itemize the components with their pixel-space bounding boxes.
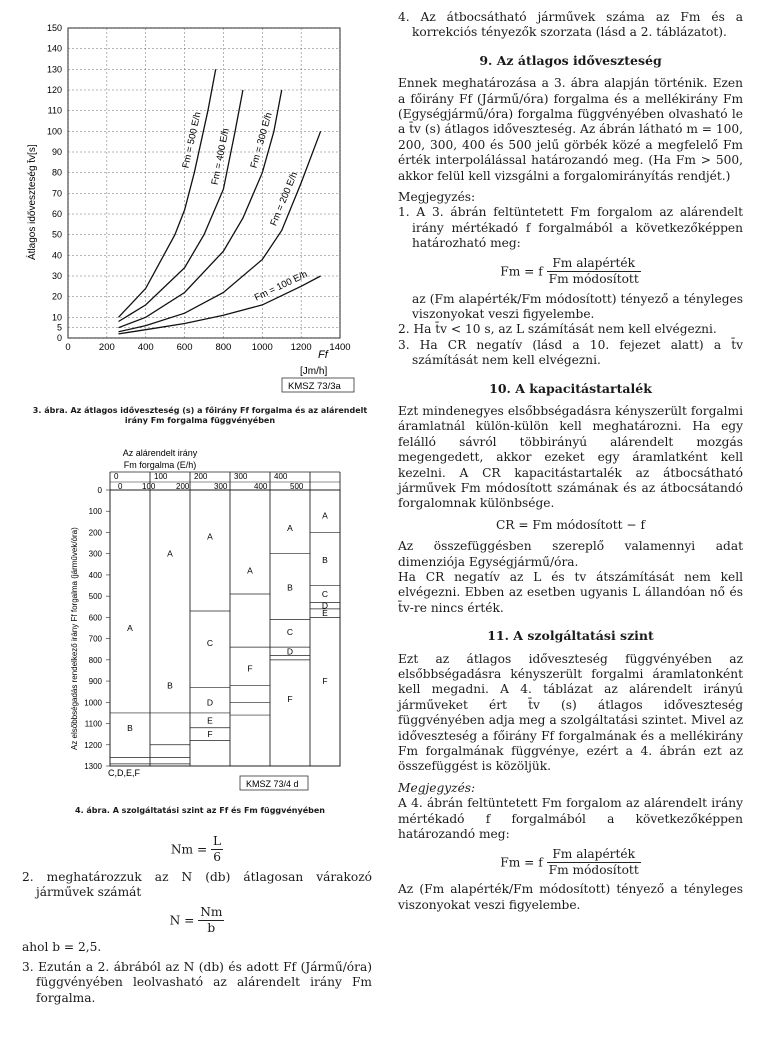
- fig4-zone-letter: A: [322, 510, 328, 521]
- fig4-ytick-label: 700: [88, 634, 102, 644]
- fig3-xtick-label: 1000: [251, 342, 273, 353]
- fig3-xtick-label: 1200: [290, 342, 312, 353]
- fig3-ytick-label: 140: [46, 43, 62, 54]
- fig4-zone-letter: F: [322, 676, 328, 687]
- fig3-ytick-label: 20: [51, 291, 62, 302]
- fig4-zone-letter: F: [287, 694, 293, 705]
- fig4-ytick-label: 900: [88, 677, 102, 687]
- fig3-xlabel: Ff: [318, 349, 328, 361]
- fig4-header-title: Az alárendelt irány: [122, 448, 198, 458]
- formula-1-explanation: az (Fm alapérték/Fm módosított) tényező a tényleges viszonyokat veszi figyelembe.: [412, 291, 743, 321]
- fig4-stamp: KMSZ 73/4 d: [246, 779, 299, 789]
- left-item-3: 3. Ezután a 2. ábrából az N (db) és adott Ff (Jármű/óra) függvényében leolvasható az alárendelt irány Fm forgalma.: [22, 959, 372, 1005]
- left-where: ahol b = 2,5.: [22, 940, 102, 955]
- fig3-ytick-label: 90: [51, 147, 62, 157]
- fig4-zone-letter: F: [207, 729, 213, 740]
- fig3-ytick-label: 150: [46, 23, 62, 33]
- n-numerator: Nm: [198, 905, 224, 921]
- formula-2-numerator: Fm alapérték: [547, 847, 641, 863]
- fig3-xunit: [Jm/h]: [300, 366, 328, 377]
- fig4-zone-letter: B: [322, 555, 328, 566]
- fig3-ytick-label: 80: [51, 167, 62, 178]
- fig3-xtick-label: 400: [137, 342, 154, 353]
- figure-3-caption: 3. ábra. Az átlagos időveszteség (s) a főirány Ff forgalma és az alárendelt irány Fm forgalma függvényében: [32, 406, 368, 425]
- fig4-col-sub: 200: [176, 482, 190, 491]
- fig3-ytick-label: 50: [51, 229, 62, 240]
- fig3-xtick-label: 600: [176, 342, 193, 353]
- fig3-series-label: Fm = 500 E/h: [180, 110, 204, 170]
- fig3-ytick-label: 70: [51, 188, 62, 199]
- formula-1-lhs: Fm = f: [500, 264, 543, 279]
- section-9-title: 9. Az átlagos időveszteség: [479, 52, 662, 68]
- fig4-zone-letter: A: [127, 623, 133, 633]
- fig3-series: [119, 69, 321, 334]
- nm-fraction: [211, 834, 223, 866]
- section-10-title: 10. A kapacitástartalék: [489, 380, 652, 396]
- item-4: 4. Az átbocsátható járművek száma az Fm és a korrekciós tényezők szorzata (lásd a 2. táblázatot).: [398, 10, 743, 40]
- fig4-zone-letter: E: [207, 715, 213, 726]
- fig3-xtick-label: 800: [215, 342, 232, 353]
- section-9-paragraph: Ennek meghatározása a 3. ábra alapján történik. Ezen a főirány Ff (Jármű/óra) forgalma és a mellékirány Fm (Egységjármű/óra) forgalma függvényében olvasható le a t̄v (s) átlagos időveszteség. Az ábrán látható m = 100, 200, 300, 400 és 500 jelű görbék közé a megfelelő Fm érték interpolálással határozandó meg. (Ha Fm > 500, akkor felül kell vizsgálni a forgalomirányítás rendjét.): [398, 76, 743, 183]
- fig3-series-label: Fm = 200 E/h: [268, 170, 301, 228]
- fig3-ytick-label: 130: [46, 64, 62, 75]
- fig3-frame: [68, 28, 340, 338]
- fig3-series-label: Fm = 100 E/h: [252, 268, 310, 304]
- left-item-2: 2. meghatározzuk az N (db) átlagosan várakozó járművek számát: [22, 869, 372, 900]
- fig4-ytick-label: 1000: [84, 698, 102, 708]
- fig4-zone-letter: D: [206, 697, 214, 708]
- fig3-ytick-label: 30: [51, 271, 62, 281]
- fig4-ytick-label: 1300: [84, 762, 102, 771]
- fig4-zone-letter: B: [167, 680, 173, 691]
- n-denominator: b: [207, 921, 216, 936]
- fig4-frame: [110, 490, 340, 766]
- section-10-dimension: Az összefüggésben szereplő valamennyi adat dimenziója Egységjármű/óra.: [398, 539, 743, 569]
- fig3-series-label: Fm = 400 E/h: [209, 127, 232, 186]
- fig4-ytick-label: 400: [88, 570, 102, 580]
- fig3-ytick-label: 60: [51, 209, 62, 219]
- fig4-ytick-label: 1200: [84, 740, 102, 750]
- fig4-y-ticks: [84, 486, 110, 771]
- note-2: 2. Ha t̄v < 10 s, az L számítását nem kell elvégezni.: [398, 322, 717, 337]
- fig4-ytick-label: 600: [88, 613, 102, 623]
- fig4-zone-letters: [127, 510, 328, 739]
- formula-2: [398, 847, 743, 879]
- fig3-y-ticks: [47, 23, 62, 343]
- formula-2-denominator: Fm módosított: [548, 862, 639, 877]
- fig4-ytick-label: 300: [88, 549, 102, 559]
- formula-2-lhs: Fm = f: [500, 854, 543, 869]
- note-title: Megjegyzés:: [398, 190, 476, 205]
- fig3-grid: [68, 28, 340, 338]
- fig4-ytick-label: 100: [88, 507, 102, 517]
- fig4-zone-letter: A: [167, 548, 173, 559]
- fig4-zone-letter: A: [207, 531, 213, 542]
- n-lhs: N =: [169, 913, 195, 928]
- section-11-note: A 4. ábrán feltüntetett Fm forgalom az alárendelt irány mértékadó f forgalmából a következőképpen határozandó meg:: [398, 796, 743, 842]
- fig4-ytick-label: 500: [88, 592, 102, 602]
- figure-4-chart: [0, 438, 380, 808]
- fig4-ytick-label: 200: [88, 528, 102, 538]
- formula-1-numerator: Fm alapérték: [547, 256, 641, 272]
- fig4-col-range: 0: [114, 472, 119, 481]
- fig3-xtick-label: 1400: [329, 342, 351, 353]
- fig4-ytick-label: 800: [88, 655, 102, 665]
- fig4-zone-letter: D: [286, 646, 294, 657]
- fig4-zone-letter: D: [321, 600, 329, 611]
- fig4-zone-letter: A: [287, 523, 293, 534]
- fig3-ylabel: Átlagos időveszteség t̄v[s]: [27, 144, 38, 260]
- fig4-zone-letter: B: [287, 582, 293, 593]
- fig4-zone-letter: A: [247, 565, 253, 576]
- fig3-series-label: Fm = 300 E/h: [248, 111, 275, 170]
- fig3-ytick-label: 5: [56, 322, 62, 333]
- nm-denominator: 6: [213, 850, 221, 865]
- fig4-ytick-label: 1100: [84, 719, 102, 729]
- note-1: 1. A 3. ábrán feltüntetett Fm forgalom az alárendelt irány mértékadó f forgalmából a következőképpen határozható meg:: [398, 205, 743, 251]
- n-fraction: [198, 905, 224, 937]
- fig4-ytick-label: 0: [97, 486, 102, 495]
- figure-3-chart: [0, 0, 380, 400]
- fig3-ytick-label: 100: [46, 126, 62, 137]
- fig4-grid: [110, 472, 340, 766]
- fig3-xtick-label: 0: [65, 342, 71, 353]
- fig4-col-sub: 100: [142, 482, 156, 491]
- fig4-zone-letter: F: [247, 663, 253, 674]
- nm-lhs: Nm =: [170, 842, 208, 857]
- fig3-xtick-label: 200: [98, 342, 115, 353]
- fig3-ytick-label: 110: [47, 105, 62, 116]
- note-title-2: Megjegyzés:: [398, 780, 476, 795]
- fig3-series-line: [119, 90, 243, 322]
- right-column: [398, 10, 743, 913]
- fig3-ytick-label: 0: [56, 333, 62, 343]
- formula-2-fraction: [547, 847, 641, 879]
- fig3-stamp: KMSZ 73/3a: [288, 381, 341, 392]
- fig4-col-sub: 400: [254, 482, 268, 491]
- fig4-col-sub: 0: [118, 482, 123, 491]
- n-formula: [22, 905, 372, 937]
- section-11-title: 11. A szolgáltatási szint: [487, 628, 654, 644]
- formula-2-explanation: Az (Fm alapérték/Fm módosított) tényező a tényleges viszonyokat veszi figyelembe.: [398, 882, 743, 912]
- fig4-zone-letter: E: [322, 608, 328, 619]
- note-3: 3. Ha CR negatív (lásd a 10. fejezet alatt) a t̄v számítását nem kell elvégezni.: [398, 337, 743, 368]
- formula-1-denominator: Fm módosított: [548, 272, 639, 287]
- section-10-negative: Ha CR negatív az L és tv átszámítását nem kell elvégezni. Ebben az esetben ugyanis L állandóan nő és t̄v-re nincs érték.: [398, 570, 743, 615]
- left-column-text: [22, 830, 372, 1006]
- fig4-col-range: 200: [194, 472, 208, 481]
- formula-cr: CR = Fm módosított − f: [495, 517, 646, 532]
- fig4-zone-letter: C: [321, 589, 329, 600]
- fig4-bottom-label: C,D,E,F: [108, 768, 141, 778]
- fig4-col-range: 400: [274, 472, 288, 481]
- formula-1-fraction: [547, 256, 641, 288]
- fig4-column-headers: [110, 472, 340, 491]
- fig4-col-range: 100: [154, 472, 168, 481]
- fig4-zone-letter: C: [206, 637, 214, 648]
- fig3-ytick-label: 120: [46, 85, 62, 95]
- figure-4-caption: 4. ábra. A szolgáltatási szint az Ff és Fm függvényében: [75, 806, 325, 815]
- fig4-zone-letter: C: [286, 627, 294, 638]
- fig3-ytick-label: 40: [51, 250, 62, 261]
- nm-numerator: L: [211, 834, 223, 850]
- fig4-header-sub: Fm forgalma (E/h): [123, 460, 197, 470]
- fig4-yaxis-label: Az elsőbbségadás rendelkező irány Ff forgalma (járművek/óra): [70, 527, 79, 750]
- fig4-col-sub: 300: [214, 482, 228, 491]
- fig4-col-range: 300: [234, 472, 248, 481]
- section-11-paragraph: Ezt az átlagos időveszteség függvényében az elsőbbségadásra kényszerült forgalmi áramlatonként kell megadni. A 4. táblázat az alárendelt irányú járműveket ért t̄v (s) átlagos időveszteség függvényében adja meg a szolgáltatási szintet. Mivel az időveszteség a főirány Ff forgalmának és a mellékirány Fm forgalmának függvénye, ezért a 4. ábrán ezt az összefüggést is közöljük.: [398, 651, 743, 774]
- fig3-x-ticks: [65, 342, 350, 353]
- fig3-ytick-label: 10: [51, 312, 62, 323]
- formula-1: [398, 256, 743, 288]
- section-10-paragraph: Ezt mindenegyes elsőbbségadásra kényszerült forgalmi áramlatnál külön-külön kell meghatározni. Ha egy felálló sávról többirányú alárendelt mozgás megengedett, akkor ezeket egy áramlatként kell kezelni. A CR kapacitástartalék az átbocsátható járművek Fm módosított számának és az átbocsátandó forgalomnak különbsége.: [398, 403, 743, 511]
- fig4-zone-letter: B: [127, 722, 133, 733]
- nm-formula: [22, 834, 372, 866]
- fig4-col-sub: 500: [290, 482, 304, 491]
